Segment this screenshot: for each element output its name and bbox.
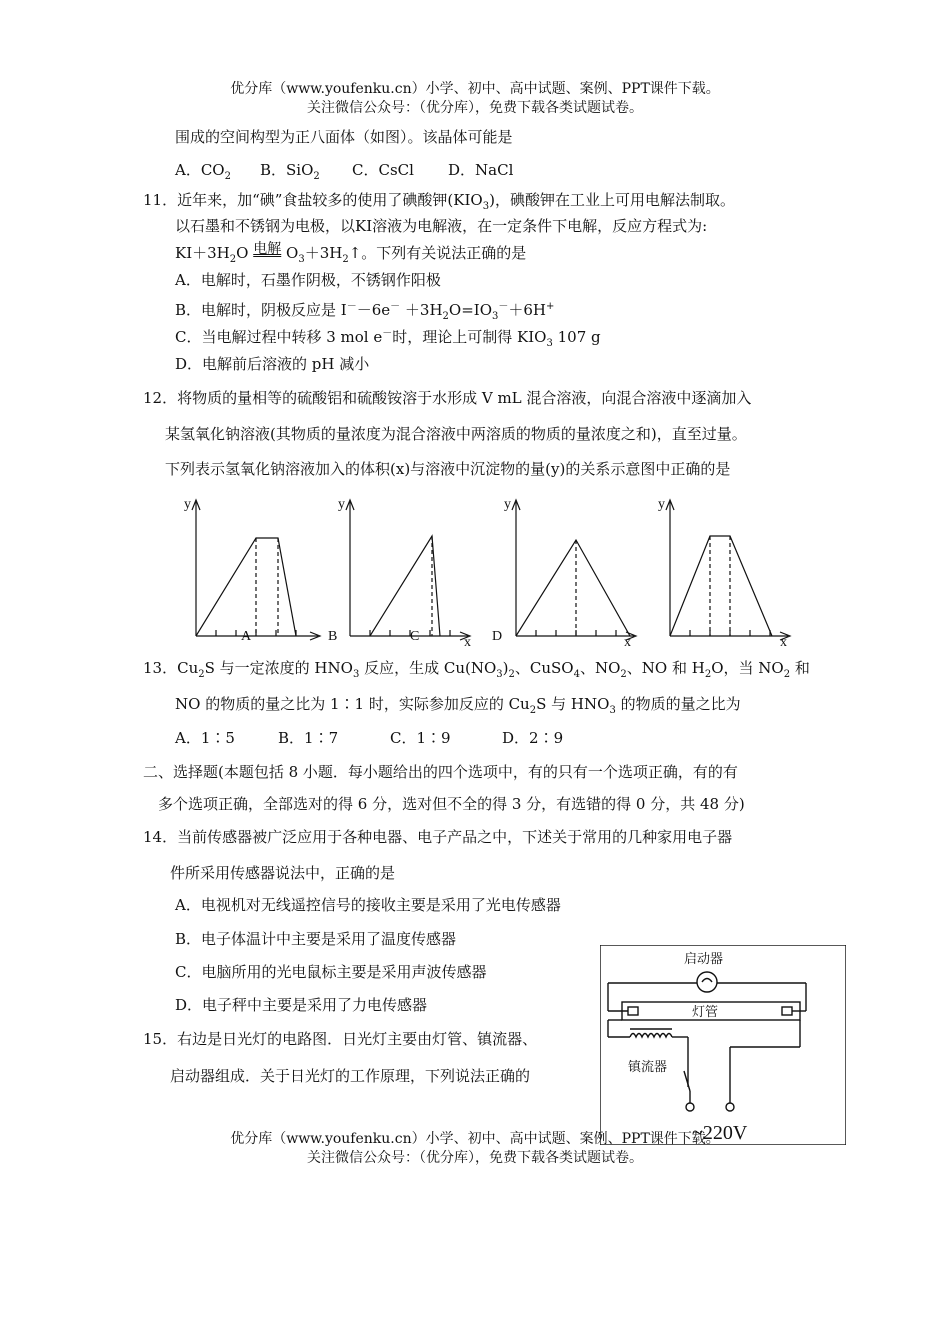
graph-a-label: A <box>241 629 252 644</box>
graph-c-label: C <box>410 629 420 644</box>
q13-option-d: D．2∶9 <box>502 729 564 747</box>
q14-option-a: A．电视机对无线遥控信号的接收主要是采用了光电传感器 <box>175 896 561 914</box>
q15-line-1: 15．右边是日光灯的电路图．日光灯主要由灯管、镇流器、 <box>143 1030 538 1048</box>
graph-d-label: D <box>492 629 503 644</box>
q14-option-d: D．电子秤中主要是采用了力电传感器 <box>175 996 428 1014</box>
q11-line-2: 以石墨和不锈钢为电极，以KI溶液为电解液，在一定条件下电解，反应方程式为: <box>175 217 708 235</box>
q11-option-a: A．电解时，石墨作阴极，不锈钢作阳极 <box>175 271 441 289</box>
graph-c <box>490 490 640 650</box>
starter-symbol <box>697 972 717 992</box>
ballast-coil <box>630 1034 672 1038</box>
graph-d-curve <box>670 536 772 636</box>
q13-option-c: C．1∶9 <box>390 729 451 747</box>
q10-option-b: B．SiO$_2$ <box>260 161 320 182</box>
q10-option-a: A．$CO_2$ <box>175 161 231 182</box>
q12-line-1: 12．将物质的量相等的硫酸铝和硫酸铵溶于水形成 V mL 混合溶液，向混合溶液中逐滴加入 <box>143 389 752 407</box>
ballast-label: 镇流器 <box>628 1060 668 1075</box>
q11-option-d: D．电解前后溶液的 pH 减小 <box>175 355 370 373</box>
graph-d-x-label: x <box>780 635 787 650</box>
graph-a-y-label: y <box>184 497 191 512</box>
q13-option-b: B．1∶7 <box>278 729 339 747</box>
q14-option-c: C．电脑所用的光电鼠标主要是采用声波传感器 <box>175 963 487 981</box>
q14-line-1: 14．当前传感器被广泛应用于各种电器、电子产品之中，下述关于常用的几种家用电子器 <box>143 828 733 846</box>
q12-line-2: 某氢氧化钠溶液(其物质的量浓度为混合溶液中两溶质的物质的量浓度之和)，直至过量。 <box>165 425 747 443</box>
fluorescent-lamp-circuit <box>600 945 846 1145</box>
q10-option-c: C．CsCl <box>352 161 414 179</box>
graph-b-label: B <box>328 629 338 644</box>
footer-line-2: 关注微信公众号：（优分库），免费下载各类试题试卷。 <box>307 1150 643 1166</box>
terminal-left <box>686 1103 694 1111</box>
graph-b-x-label: x <box>464 635 471 650</box>
lamp-tube-label: 灯管 <box>692 1005 719 1020</box>
q12-line-3: 下列表示氢氧化钠溶液加入的体积(x)与溶液中沉淀物的量(y)的关系示意图中正确的是 <box>165 460 731 478</box>
q11-equation: $KI+3H_2O$ 电解 $O_3+3H_2↑$。下列有关说法正确的是 <box>175 241 527 265</box>
section2-line-2: 多个选项正确，全部选对的得 6 分，选对但不全的得 3 分，有选错的得 0 分，共 48 分) <box>158 795 745 813</box>
q14-line-2: 件所采用传感器说法中，正确的是 <box>170 864 396 882</box>
graph-a-curve <box>196 538 296 636</box>
footer-line-1: 优分库（www.youfenku.cn）小学、初中、高中试题、案例、PPT课件下载。 <box>230 1131 720 1147</box>
q11-line-1: 11．近年来，加“碘”食盐较多的使用了碘酸钾$(KIO_3)$，碘酸钾在工业上可用电解法制取。 <box>143 191 735 212</box>
q13-option-a: A．1∶5 <box>175 729 235 747</box>
q15-line-2: 启动器组成．关于日光灯的工作原理，下列说法正确的 <box>170 1067 531 1085</box>
starter-label: 启动器 <box>684 952 724 967</box>
q13-line-2: NO 的物质的量之比为 1∶1 时，实际参加反应的 $Cu_2S$ 与 $HNO_3$ 的物质的量之比为 <box>175 695 741 716</box>
starter-bimetal <box>702 979 712 983</box>
graph-d-y-label: y <box>658 497 665 512</box>
graph-c-x-label: x <box>624 635 631 650</box>
graph-a <box>178 490 328 650</box>
graph-d <box>640 490 800 650</box>
header-line-1: 优分库（www.youfenku.cn）小学、初中、高中试题、案例、PPT课件下载。 <box>230 81 720 97</box>
q13-line-1: 13．$Cu_2S$ 与一定浓度的 $HNO_3$ 反应，生成 $Cu(NO_3)_2$、CuSO$_4$、$NO_2$、NO 和 $H_2O$，当 $NO_2$ 和 <box>143 659 810 680</box>
switch-symbol <box>684 1071 690 1091</box>
terminal-right <box>726 1103 734 1111</box>
electrolysis-condition: 电解 <box>253 241 282 257</box>
q11-option-c: C．当电解过程中转移 3 mol e－时，理论上可制得 $KIO_3$ 107 g <box>175 328 601 349</box>
voltage-label: ~220V <box>692 1122 748 1144</box>
lamp-filament-left <box>628 1007 638 1015</box>
graph-c-curve <box>516 540 630 636</box>
q10-option-d: D．NaCl <box>448 161 514 179</box>
graph-c-y-label: y <box>504 497 511 512</box>
section2-line-1: 二、选择题(本题包括 8 小题．每小题给出的四个选项中，有的只有一个选项正确，有的有 <box>143 763 738 781</box>
graph-c-tag <box>400 490 470 650</box>
q11-option-b: B．电解时，阴极反应是 $I^--6e^- +3H_2O=IO_3^-+6H^+$ <box>175 301 555 322</box>
q10-continuation: 围成的空间构型为正八面体（如图）。该晶体可能是 <box>175 128 513 146</box>
header-line-2: 关注微信公众号：（优分库），免费下载各类试题试卷。 <box>307 100 643 116</box>
q14-option-b: B．电子体温计中主要是采用了温度传感器 <box>175 930 457 948</box>
lamp-filament-right <box>782 1007 792 1015</box>
graph-b-y-label: y <box>338 497 345 512</box>
